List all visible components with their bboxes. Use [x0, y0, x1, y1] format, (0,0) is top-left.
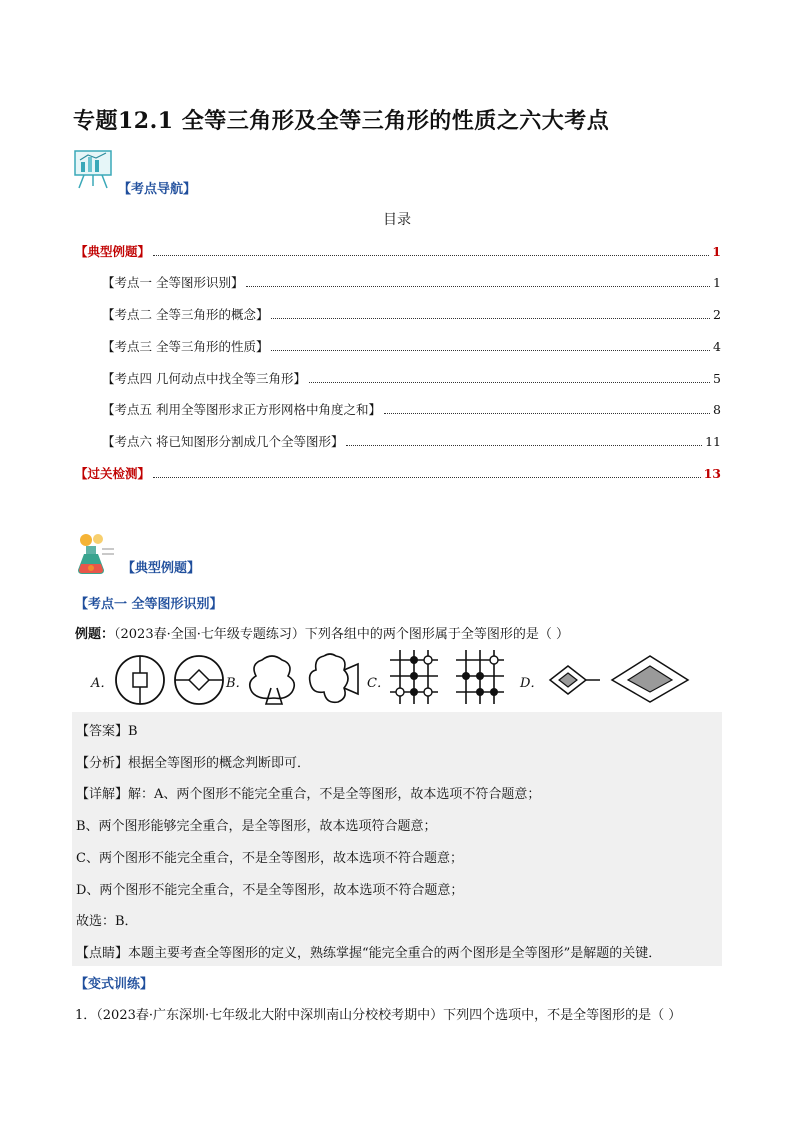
toc-leader [153, 477, 701, 478]
detail-line: 【详解】解：A、两个图形不能完全重合，不是全等图形，故本选项不符合题意； [76, 787, 541, 802]
answer-line: 【答案】B [76, 724, 138, 739]
detail-line: C、两个图形不能完全重合，不是全等图形，故本选项不符合题意； [76, 851, 463, 866]
option-a-figure [112, 652, 230, 708]
option-c-figure [386, 648, 514, 708]
toc-row-page: 1 [712, 244, 721, 259]
toc-row[interactable] [75, 464, 721, 482]
toc-row-page: 2 [713, 307, 721, 322]
presentation-board-icon [72, 148, 116, 190]
flask-icon [72, 530, 116, 576]
comment-line: 【点睛】本题主要考查全等图形的定义，熟练掌握“能完全重合的两个图形是全等图形”是解题的关键． [76, 946, 662, 961]
toc-title: 目录 [383, 212, 411, 228]
toc-row[interactable] [102, 305, 721, 323]
toc-row-label: 【考点五 利用全等图形求正方形网格中角度之和】 [102, 402, 381, 417]
toc-leader [309, 382, 710, 383]
variant-heading: 【变式训练】 [75, 977, 154, 992]
option-b-figure [244, 650, 364, 708]
toc-leader [271, 350, 710, 351]
toc-row-label: 【考点四 几何动点中找全等三角形】 [102, 371, 306, 386]
example-question [75, 623, 569, 642]
toc-row[interactable] [102, 432, 721, 450]
toc-leader [346, 445, 702, 446]
answer-panel [72, 712, 722, 966]
toc-row-label: 【考点三 全等三角形的性质】 [102, 339, 269, 354]
toc-row[interactable] [102, 400, 721, 418]
option-d-figure [540, 652, 696, 704]
toc-leader [384, 413, 710, 414]
toc-row-page: 13 [703, 466, 721, 481]
option-b-label: B． [226, 676, 249, 691]
document-title: 专题12.1 全等三角形及全等三角形的性质之六大考点 [73, 108, 610, 134]
detail-line: D、两个图形不能完全重合，不是全等图形，故本选项不符合题意； [76, 883, 464, 898]
example-text: （2023春·全国·七年级专题练习）下列各组中的两个图形属于全等图形的是（ ） [114, 627, 569, 642]
toc-row-page: 4 [713, 339, 721, 354]
toc-leader [153, 255, 709, 256]
section-heading: 【典型例题】 [122, 561, 201, 576]
nav-heading: 【考点导航】 [118, 182, 197, 197]
toc-leader [246, 286, 710, 287]
toc-row-label: 【考点二 全等三角形的概念】 [102, 307, 269, 322]
analysis-line: 【分析】根据全等图形的概念判断即可． [76, 756, 311, 771]
kaodian1-heading: 【考点一 全等图形识别】 [75, 597, 223, 612]
toc-row[interactable] [75, 242, 721, 260]
toc-row-page: 11 [705, 434, 721, 449]
example-prefix: 例题： [75, 627, 115, 642]
toc-row[interactable] [102, 337, 721, 355]
detail-line: B、两个图形能够完全重合，是全等图形，故本选项符合题意； [76, 819, 437, 834]
toc-row[interactable] [102, 369, 721, 387]
toc-row-page: 1 [713, 275, 721, 290]
toc-row-label: 【典型例题】 [75, 244, 151, 259]
question-1: 1．（2023春·广东深圳·七年级北大附中深圳南山分校校考期中）下列四个选项中，不是全等图形的是（ ） [75, 1008, 682, 1023]
toc-row-page: 8 [713, 402, 721, 417]
toc-leader [271, 318, 710, 319]
option-c-label: C． [367, 676, 390, 691]
toc-row-page: 5 [713, 371, 721, 386]
toc-row[interactable] [102, 273, 721, 291]
toc-row-label: 【考点一 全等图形识别】 [102, 275, 244, 290]
toc-row-label: 【考点六 将已知图形分割成几个全等图形】 [102, 434, 344, 449]
option-d-label: D． [520, 676, 544, 691]
toc-row-label: 【过关检测】 [75, 466, 151, 481]
choice-line: 故选：B． [76, 914, 138, 929]
option-a-label: A． [91, 676, 114, 691]
